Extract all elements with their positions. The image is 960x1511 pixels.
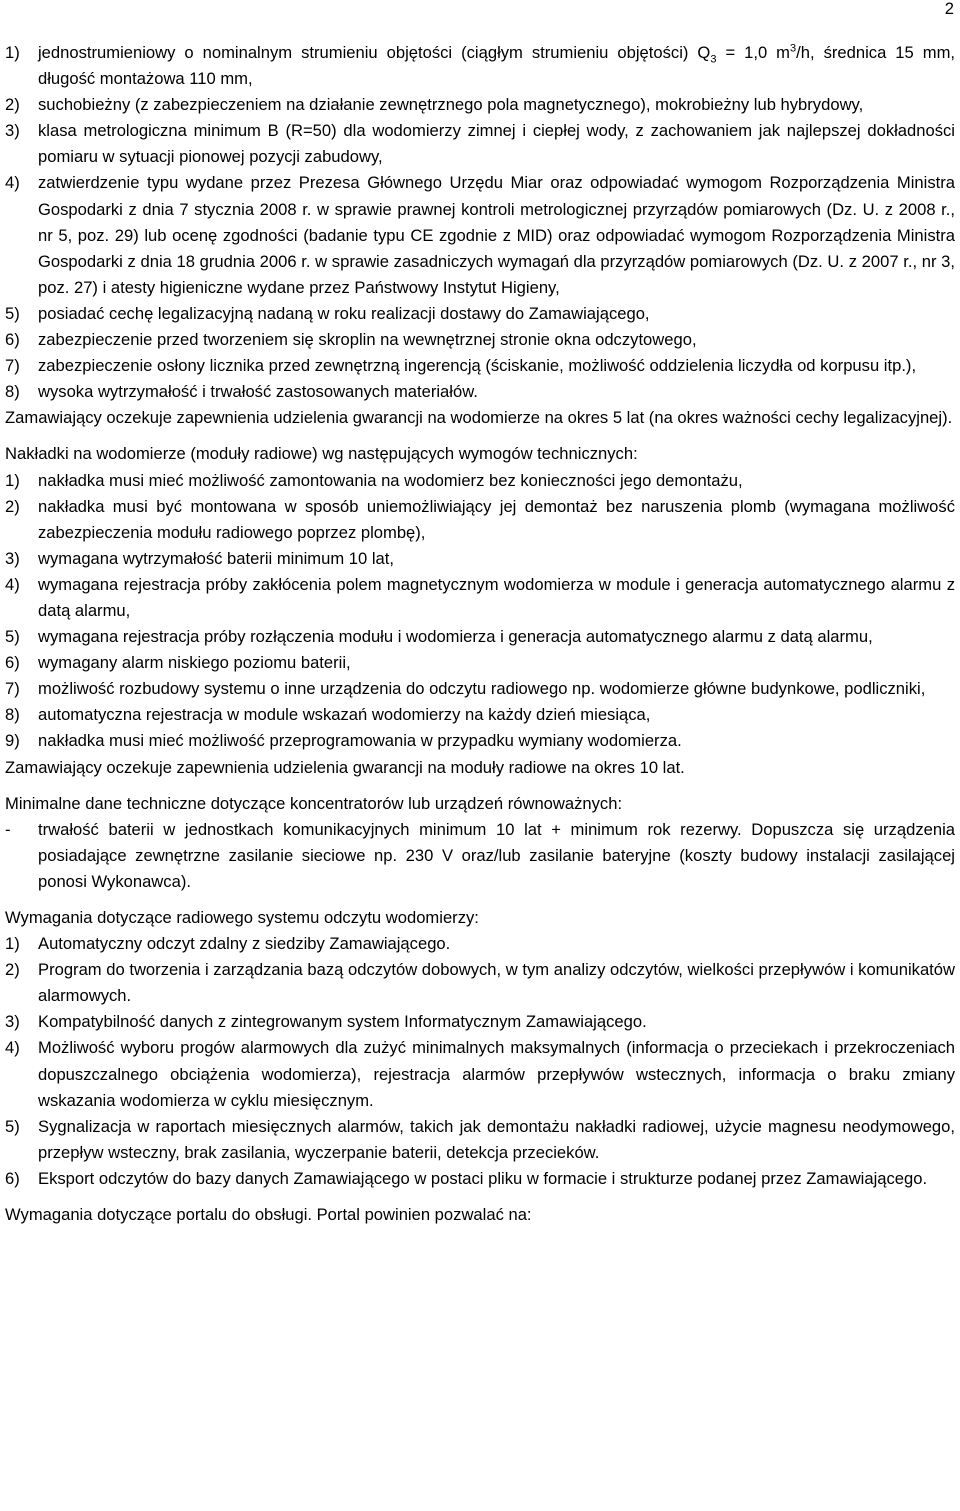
flow-rate-value: = 1,0 m (716, 43, 791, 62)
list-item-number: 4) (5, 1038, 20, 1058)
list-item-number: 3) (5, 121, 20, 141)
list-item-text: suchobieżny (z zabezpieczeniem na działanie zewnętrznego pola magnetycznego), mokrobieżny lub hybrydowy, (38, 95, 864, 115)
portal-intro: Wymagania dotyczące portalu do obsługi. Portal powinien pozwalać na: (5, 1205, 532, 1225)
list-item (5, 468, 955, 494)
list-item (5, 170, 955, 300)
list-item (5, 546, 955, 572)
list-item-number: 2) (5, 95, 20, 115)
list-item-text (38, 40, 955, 92)
page-number: 2 (944, 0, 954, 18)
list-item-number: 2) (5, 496, 20, 516)
list-item-number: 3) (5, 1012, 20, 1032)
overlays-intro: Nakładki na wodomierze (moduły radiowe) wg następujących wymogów technicznych: (5, 444, 638, 464)
list-item (5, 957, 955, 1009)
list-item-number: 6) (5, 330, 20, 350)
list-item (5, 1114, 955, 1166)
list-item-text: wymagany alarm niskiego poziomu baterii, (38, 653, 351, 673)
list-item-text: Możliwość wyboru progów alarmowych dla zużyć minimalnych maksymalnych (informacja o przeciekach i przekroczeniach dopuszczalnego obciążenia wodomierza), rejestracja alarmów przepływów wstecznych, informacja o braku zmiany wskazania wodomierza w cyklu miesięcznym. (38, 1038, 955, 1110)
list-item-text: wymagana rejestracja próby zakłócenia polem magnetycznym wodomierza w module i generacja automatycznego alarmu z datą alarmu, (38, 574, 955, 620)
meter-guarantee-paragraph: Zamawiający oczekuje zapewnienia udzielenia gwarancji na wodomierze na okres 5 lat (na okres ważności cechy legalizacyjnej). (5, 408, 953, 428)
list-item (5, 728, 955, 754)
list-item-number: 8) (5, 705, 20, 725)
list-item-number: 3) (5, 548, 20, 568)
list-item-text: nakładka musi mieć możliwość przeprogramowania w przypadku wymiany wodomierza. (38, 731, 682, 751)
list-item-text: zatwierdzenie typu wydane przez Prezesa Głównego Urzędu Miar oraz odpowiadać wymogom Rozporządzenia Ministra Gospodarki z dnia 7 stycznia 2008 r. w sprawie prawnej kontroli metrologicznej przyrządów pomiarowych (Dz. U. z 2008 r., nr 5, poz. 29) lub ocenę zgodności (badanie typu CE zgodnie z MID) oraz odpowiadać wymogom Rozporządzenia Ministra Gospodarki z dnia 18 grudnia 2006 r. w sprawie zasadniczych wymagań dla przyrządów pomiarowych (Dz. U. z 2007 r., nr 3, poz. 27) i atesty higieniczne wydane przez Państwowy Instytut Higieny, (38, 173, 955, 297)
list-item (5, 572, 955, 624)
list-item (5, 650, 955, 676)
concentrator-requirements-list (5, 817, 955, 895)
list-item (5, 1035, 955, 1113)
overlay-requirements-list (5, 468, 955, 755)
concentrators-intro: Minimalne dane techniczne dotyczące koncentratorów lub urządzeń równoważnych: (5, 793, 623, 813)
list-item (5, 327, 955, 353)
list-item-number: 5) (5, 627, 20, 647)
list-item-number: 5) (5, 1116, 20, 1136)
list-item-text: wysoka wytrzymałość i trwałość zastosowanych materiałów. (38, 382, 478, 402)
list-item-text: Automatyczny odczyt zdalny z siedziby Zamawiającego. (38, 934, 451, 954)
list-item (5, 624, 955, 650)
document-body (5, 40, 955, 1228)
list-item-number: 7) (5, 356, 20, 376)
list-item-text: możliwość rozbudowy systemu o inne urządzenia do odczytu radiowego np. wodomierze główne budynkowe, podliczniki, (38, 679, 926, 699)
list-item-text: zabezpieczenie osłony licznika przed zewnętrzną ingerencją (ściskanie, możliwość oddzielenia liczydła od korpusu itp.), (38, 356, 917, 376)
list-item (5, 353, 955, 379)
list-item-text: Eksport odczytów do bazy danych Zamawiającego w postaci pliku w formacie i strukturze podanej przez Zamawiającego. (38, 1168, 928, 1188)
list-item-text: trwałość baterii w jednostkach komunikacyjnych minimum 10 lat + minimum rok rezerwy. Dopuszcza się urządzenia posiadające zewnętrzne zasilanie sieciowe np. 230 V oraz/lub zasilanie bateryjne (koszty budowy instalacji zasilającej ponosi Wykonawca). (38, 819, 955, 891)
list-item-number: 1) (5, 934, 20, 954)
list-item-text: nakładka musi być montowana w sposób uniemożliwiający jej demontaż bez naruszenia plomb (wymagana możliwość zabezpieczenia modułu radiowego poprzez plombę), (38, 496, 955, 542)
list-item (5, 1166, 955, 1192)
list-item-number: 5) (5, 303, 20, 323)
list-item (5, 92, 955, 118)
radio-system-intro: Wymagania dotyczące radiowego systemu odczytu wodomierzy: (5, 908, 479, 927)
list-item-bullet: - (5, 819, 11, 839)
list-item (5, 931, 955, 957)
radio-system-requirements-list (5, 931, 955, 1192)
list-item (5, 1009, 955, 1035)
list-item (5, 494, 955, 546)
list-item-text: posiadać cechę legalizacyjną nadaną w roku realizacji dostawy do Zamawiającego, (38, 303, 650, 323)
list-item-number: 6) (5, 653, 20, 673)
list-item-text: Kompatybilność danych z zintegrowanym system Informatycznym Zamawiającego. (38, 1012, 647, 1032)
list-item-number: 4) (5, 173, 20, 193)
meter-requirements-list (5, 40, 955, 405)
list-item-number: 7) (5, 679, 20, 699)
list-item-number: 1) (5, 470, 20, 490)
list-item-number: 4) (5, 574, 20, 594)
list-item (5, 118, 955, 170)
list-item-text: Program do tworzenia i zarządzania bazą odczytów dobowych, w tym analizy odczytów, wielkości przepływów i komunikatów alarmowych. (38, 960, 955, 1006)
list-item (5, 676, 955, 702)
module-guarantee-paragraph: Zamawiający oczekuje zapewnienia udzielenia gwarancji na moduły radiowe na okres 10 lat. (5, 757, 685, 777)
list-item-text: automatyczna rejestracja w module wskazań wodomierzy na każdy dzień miesiąca, (38, 705, 651, 725)
subscript: 3 (710, 53, 717, 66)
list-item-number: 1) (5, 43, 20, 62)
list-item-text: nakładka musi mieć możliwość zamontowania na wodomierz bez konieczności jego demontażu, (38, 470, 743, 490)
list-item (5, 379, 955, 405)
list-item-text: zabezpieczenie przed tworzeniem się skroplin na wewnętrznej stronie okna odczytowego, (38, 330, 697, 350)
list-item-number: 6) (5, 1168, 20, 1188)
superscript: 3 (790, 42, 797, 55)
flow-rate-text: jednostrumieniowy o nominalnym strumieniu objętości (ciągłym strumieniu objętości) Q (38, 43, 711, 62)
list-item (5, 301, 955, 327)
list-item (5, 817, 955, 895)
list-item (5, 702, 955, 728)
flow-rate-rest: /h, średnica 15 mm, długość montażowa 110 mm, (38, 43, 955, 89)
list-item (5, 40, 955, 92)
list-item-text: klasa metrologiczna minimum B (R=50) dla wodomierzy zimnej i ciepłej wody, z zachowaniem jak najlepszej dokładności pomiaru w sytuacji pionowej pozycji zabudowy, (38, 121, 955, 167)
list-item-number: 2) (5, 960, 20, 980)
list-item-text: wymagana rejestracja próby rozłączenia modułu i wodomierza i generacja automatycznego alarmu z datą alarmu, (38, 627, 873, 647)
list-item-number: 8) (5, 382, 20, 402)
list-item-text: wymagana wytrzymałość baterii minimum 10 lat, (38, 548, 394, 568)
list-item-number: 9) (5, 731, 20, 751)
list-item-text: Sygnalizacja w raportach miesięcznych alarmów, takich jak demontażu nakładki radiowej, użycie magnesu neodymowego, przepływ wsteczny, brak zasilania, wyczerpanie baterii, detekcja przecieków. (38, 1116, 955, 1162)
